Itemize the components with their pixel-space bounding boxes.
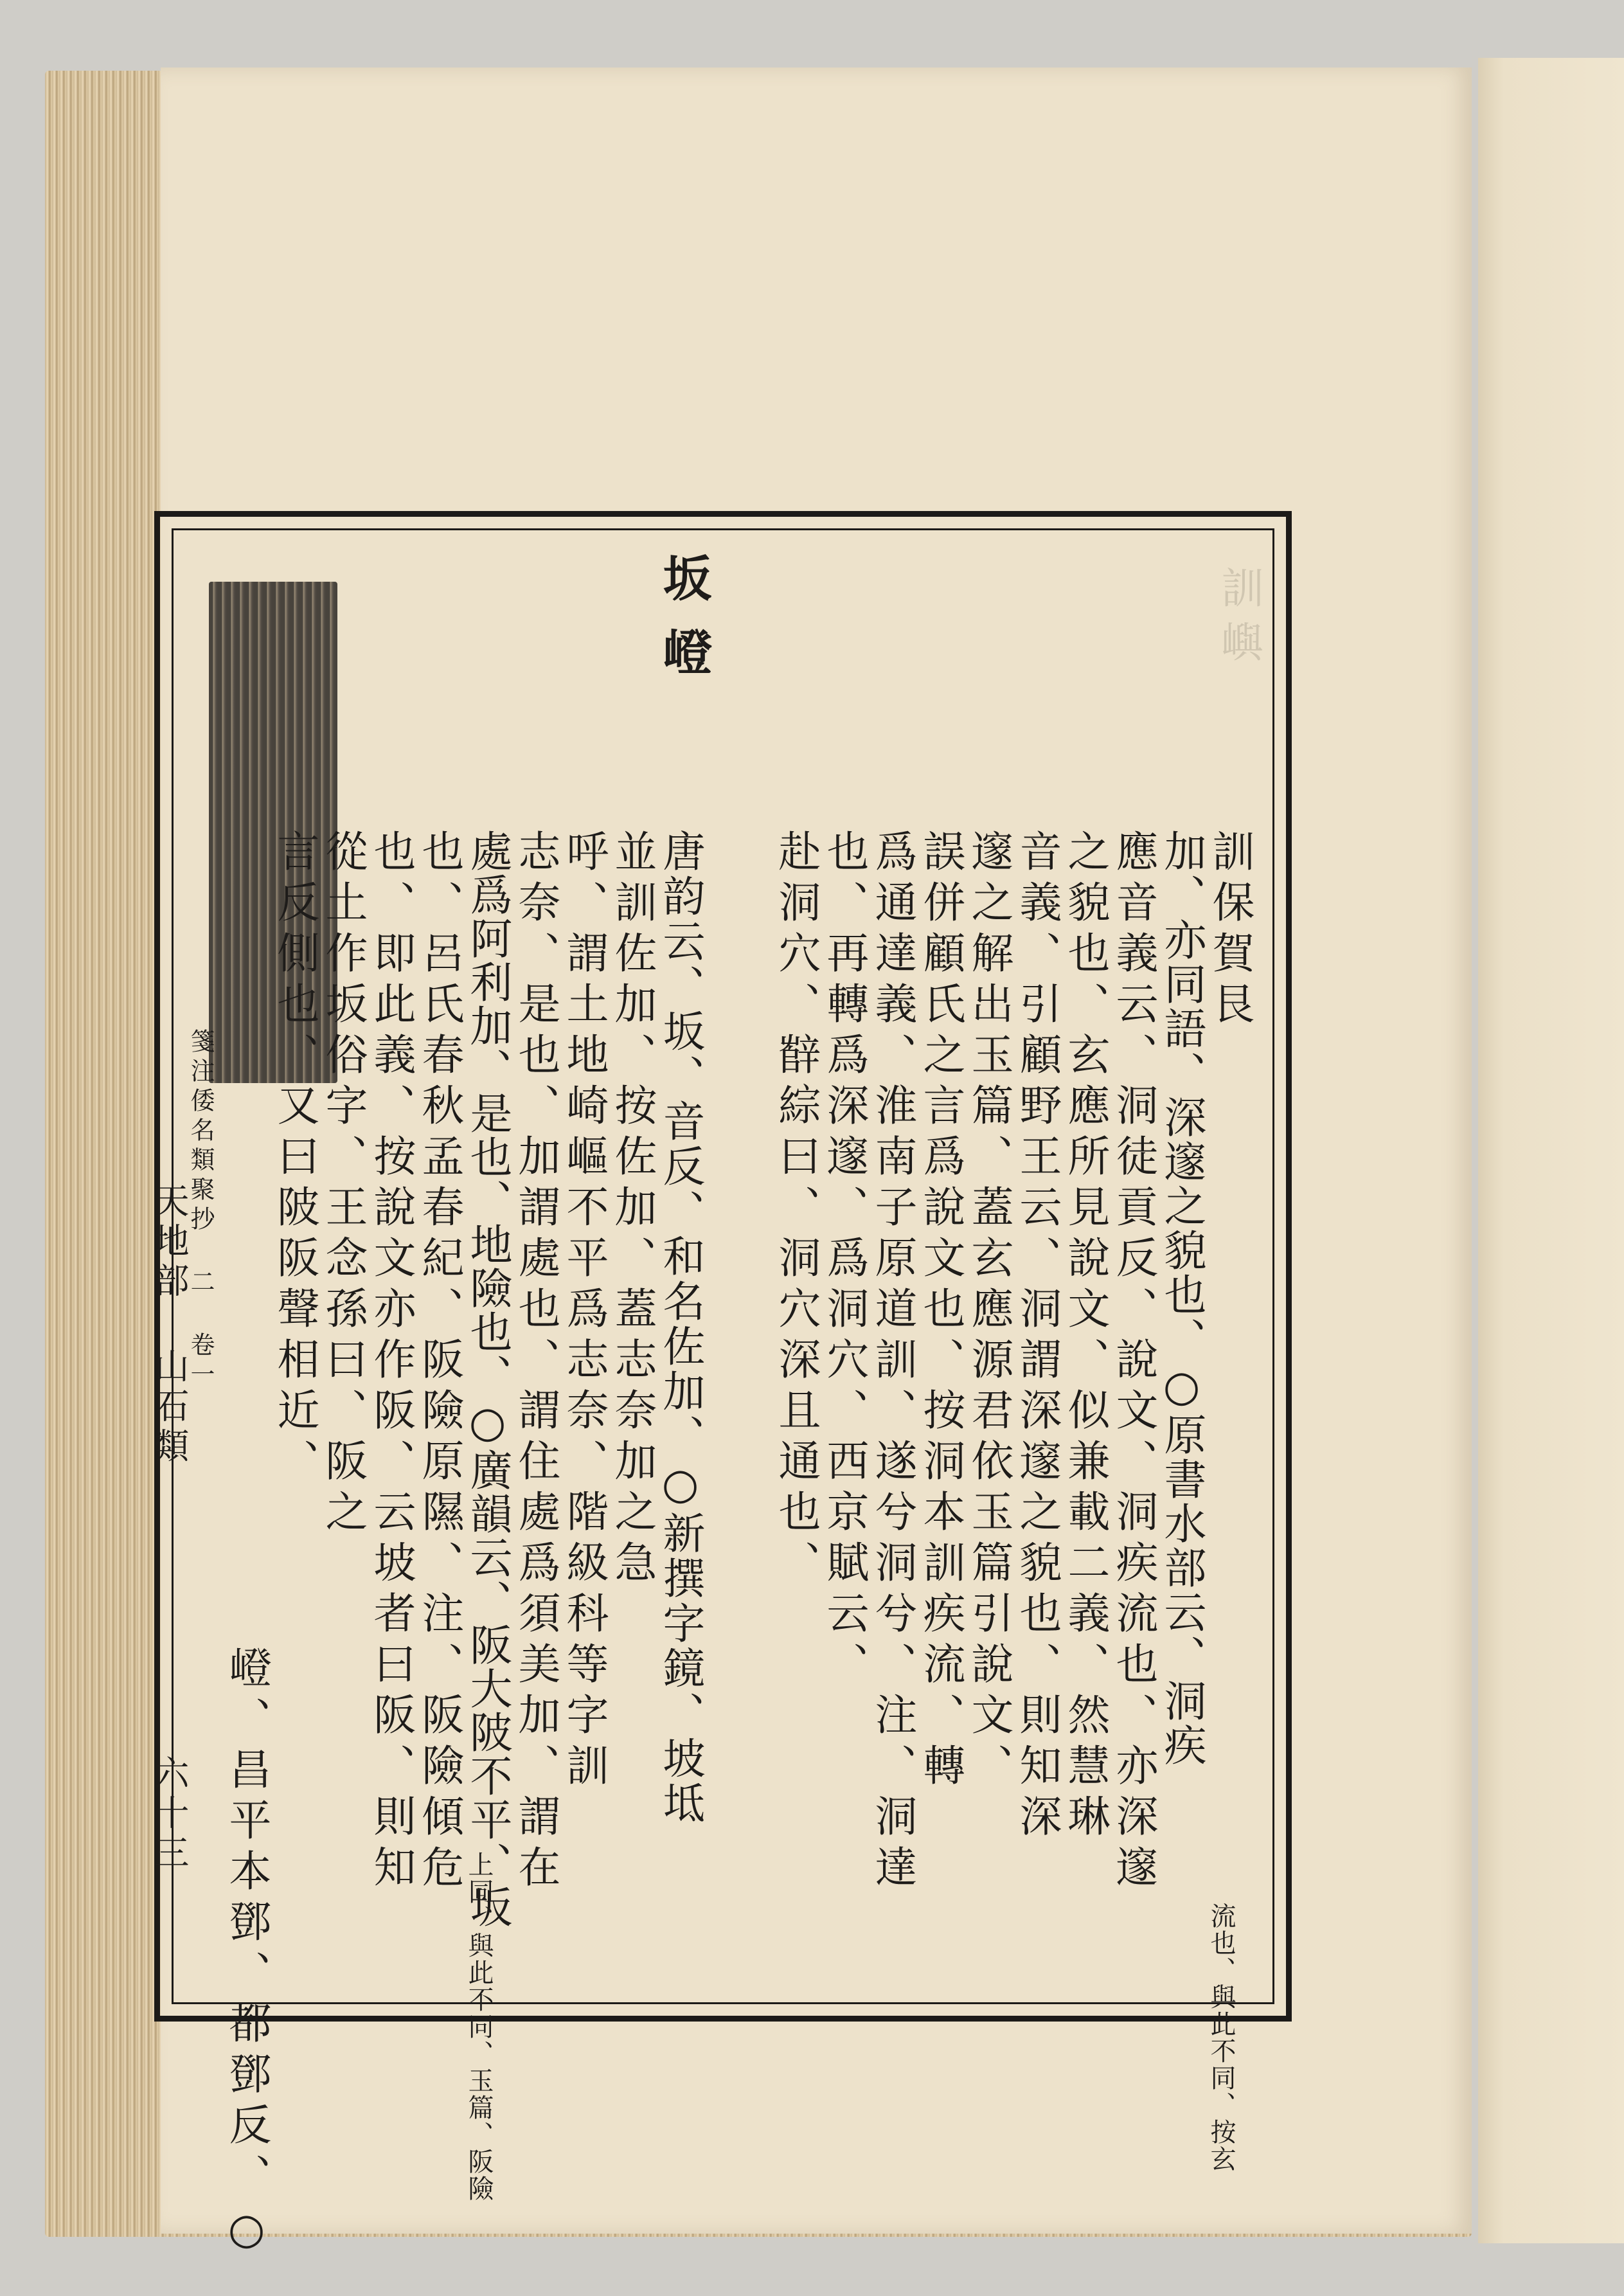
text-column-6: 邃之解出玉篇、蓋玄應源君依玉篇引說文、 [964, 829, 1013, 1794]
text-column-15b: 上同、與此不同、玉篇、阪險 [464, 1851, 494, 2202]
running-head-book-title: 箋注倭名類聚抄 二 卷一 [186, 1028, 215, 1391]
text-column-5: 音義、引顧野王云、洞謂深邃之貌也、則知深 [1012, 829, 1062, 1845]
text-column-19: 言反側也、又曰陂阪聲相近、 [270, 829, 319, 1489]
text-column-17: 也、即此義、按說文亦作阪、云坡者曰阪、則知 [366, 829, 416, 1896]
running-head-section: 天地部 山石類 [149, 1183, 190, 1467]
text-column-20: 嶝、昌平本鄧、都鄧反、○ [222, 1646, 271, 2262]
text-column-13: 呼、謂土地崎嶇不平爲志奈、階級科等字訓 [559, 829, 609, 1794]
page-number: 六十三 [149, 1755, 190, 1874]
text-column-11: 唐韵云、坂、音反、和名佐加、○新撰字鏡、坡坻 [656, 829, 705, 1826]
show-through-glyphs: 訓嶼 [1214, 566, 1263, 674]
text-column-16: 也、呂氏春秋孟春紀、阪險原隰、注、阪險傾危 [415, 829, 464, 1896]
text-column-3: 應音義云、洞徒貢反、說文、洞疾流也、亦深邃 [1109, 829, 1158, 1896]
text-column-4: 之貌也、玄應所見說文、似兼載二義、然慧琳 [1060, 829, 1110, 1845]
headword-1: 坂 [655, 553, 712, 621]
text-column-1: 訓保賀艮 [1205, 829, 1254, 1032]
text-column-18: 從土作坂俗字、王念孫曰、阪之 [318, 829, 368, 1540]
text-column-2: 加、亦同語、深邃之貌也、○原書水部云、洞疾 [1157, 829, 1206, 1768]
facing-page [1478, 58, 1624, 2243]
text-column-15: 處爲阿利加、是也、地險也、○廣韻云、阪大陂不平、坂 [463, 829, 512, 1929]
text-column-14: 志奈、是也、加謂處也、謂住處爲須美加、謂在 [511, 829, 560, 1896]
headword-2: 嶝 [655, 627, 712, 695]
text-column-7: 誤併顧氏之言爲說文也、按洞本訓疾流、轉 [916, 829, 965, 1794]
text-column-8: 爲通達義、淮南子原道訓、遂兮洞兮、注、洞達 [868, 829, 917, 1896]
text-column-12: 並訓佐加、按佐加、蓋志奈加之急 [607, 829, 657, 1591]
text-column-1b: 流也、與此不同、按玄 [1206, 1903, 1236, 2173]
text-column-9: 也、再轉爲深邃、爲洞穴、西京賦云、 [819, 829, 869, 1692]
text-column-10: 赴洞穴、辥綜曰、洞穴深且通也、 [771, 829, 821, 1591]
